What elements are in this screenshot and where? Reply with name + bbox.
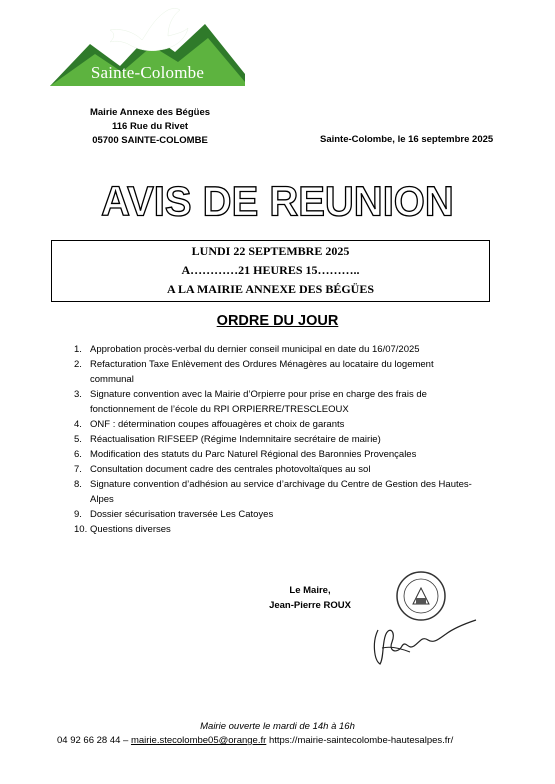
item-number: 3.	[74, 389, 82, 400]
phone-number: 04 92 66 28 44 –	[57, 735, 129, 746]
item-number: 10.	[74, 524, 88, 535]
sender-city: 05700 SAINTE-COLOMBE	[92, 135, 208, 146]
agenda-title: ORDRE DU JOUR	[216, 313, 339, 329]
contact-line	[57, 735, 453, 746]
item-number: 6.	[74, 449, 82, 460]
meeting-details-box	[51, 240, 490, 302]
item-text: Approbation procès-verbal du dernier conseil municipal en date du 16/07/2025	[90, 344, 420, 355]
item-text: Signature convention d’adhésion au service d’archivage du Centre de Gestion des Hautes-Alpes	[90, 479, 472, 505]
item-number: 9.	[74, 509, 82, 520]
signatory-name: Jean-Pierre ROUX	[269, 600, 351, 611]
signatory	[250, 583, 370, 613]
document-date: Sainte-Colombe, le 16 septembre 2025	[320, 134, 494, 145]
opening-hours: Mairie ouverte le mardi de 14h à 16h	[200, 721, 355, 732]
agenda-item	[74, 357, 474, 387]
agenda-list	[74, 342, 474, 537]
meeting-time: A…………21 HEURES 15………..	[181, 263, 360, 277]
meeting-place: A LA MAIRIE ANNEXE DES BÉGÜES	[166, 282, 375, 296]
document-title: AVIS DE REUNION	[101, 178, 454, 226]
item-number: 4.	[74, 419, 82, 430]
agenda-item	[74, 462, 474, 477]
item-text: Refacturation Taxe Enlèvement des Ordures Ménagères au locataire du logement communal	[90, 359, 434, 385]
sender-address	[70, 106, 230, 148]
signatory-role: Le Maire,	[289, 585, 331, 596]
item-text: Dossier sécurisation traversée Les Catoyes	[90, 509, 274, 520]
item-number: 2.	[74, 359, 82, 370]
item-number: 7.	[74, 464, 82, 475]
sender-street: 116 Rue du Rivet	[111, 121, 189, 132]
agenda-item	[74, 417, 474, 432]
item-text: ONF : détermination coupes affouagères et choix de garants	[90, 419, 345, 430]
item-text: Consultation document cadre des centrales photovoltaïques au sol	[90, 464, 371, 475]
agenda-item	[74, 507, 474, 522]
dove-icon	[110, 9, 188, 51]
handwritten-signature	[370, 612, 480, 672]
logo-text: Sainte-Colombe	[90, 63, 205, 82]
meeting-date: LUNDI 22 SEPTEMBRE 2025	[191, 244, 350, 258]
item-text: Questions diverses	[90, 524, 171, 535]
email-link[interactable]: mairie.stecolombe05@orange.fr	[130, 735, 267, 746]
item-text: Modification des statuts du Parc Naturel Régional des Baronnies Provençales	[90, 449, 417, 460]
agenda-item	[74, 432, 474, 447]
item-text: Signature convention avec la Mairie d’Orpierre pour prise en charge des frais de fonctionnement de l’école du RPI ORPIERRE/TRESCLEOUX	[90, 389, 427, 415]
website-link[interactable]: https://mairie-saintecolombe-hautesalpes.fr/	[268, 735, 454, 746]
agenda-item	[74, 342, 474, 357]
agenda-item	[74, 447, 474, 462]
item-number: 1.	[74, 344, 82, 355]
item-number: 5.	[74, 434, 82, 445]
agenda-item	[74, 522, 474, 537]
agenda-item	[74, 477, 474, 507]
item-number: 8.	[74, 479, 82, 490]
agenda-item	[74, 387, 474, 417]
item-text: Réactualisation RIFSEEP (Régime Indemnitaire secrétaire de mairie)	[90, 434, 381, 445]
sender-name: Mairie Annexe des Bégües	[89, 107, 211, 118]
